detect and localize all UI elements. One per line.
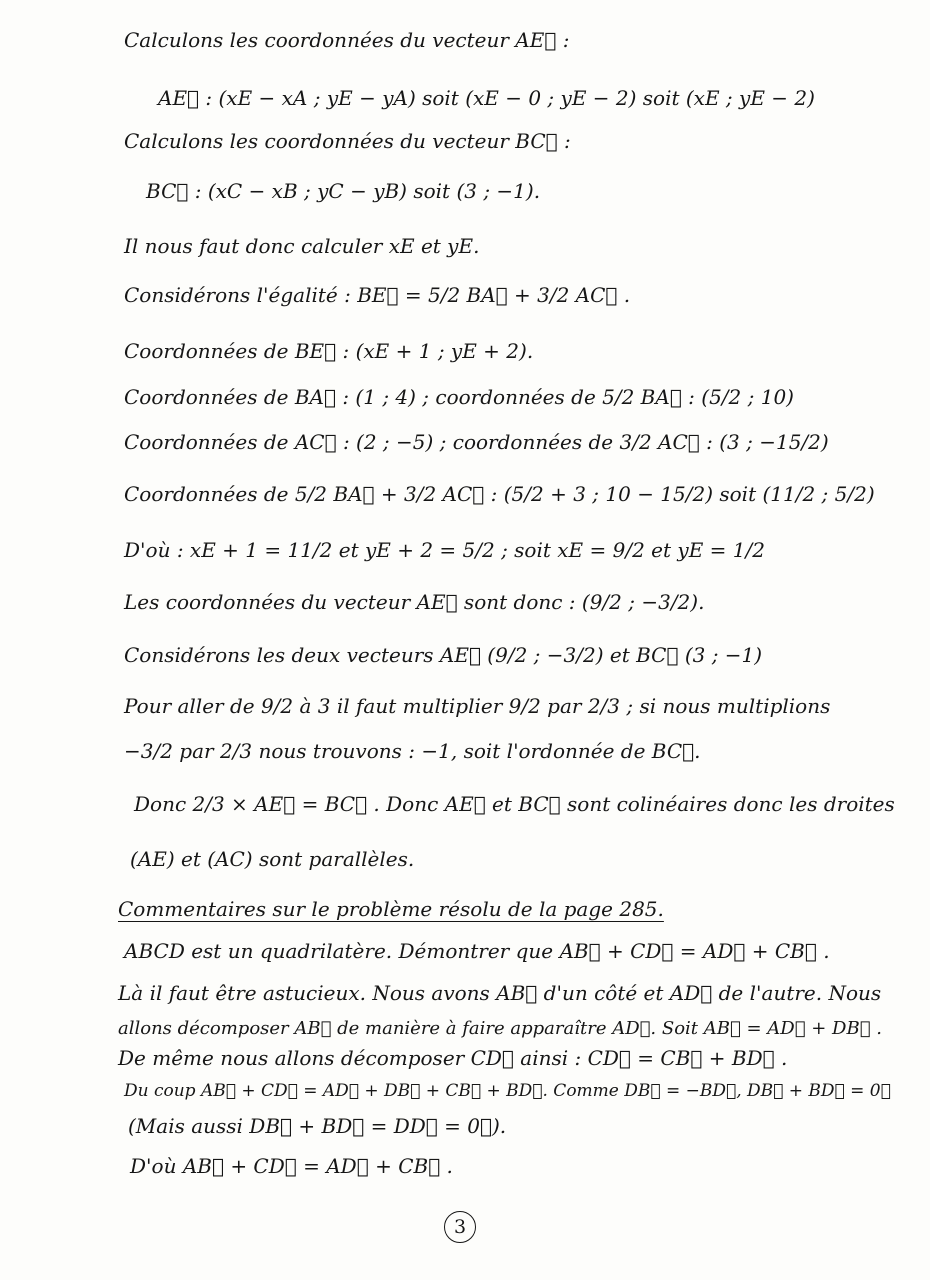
text-line: Pour aller de 9/2 à 3 il faut multiplier 9/2 par 2/3 ; si nous multiplions bbox=[124, 694, 831, 718]
text-line: AE⃗ : (xE − xA ; yE − yA) soit (xE − 0 ; yE − 2) soit (xE ; yE − 2) bbox=[158, 86, 815, 110]
page-number: 3 bbox=[444, 1211, 476, 1243]
text-line: Calculons les coordonnées du vecteur BC⃗ : bbox=[124, 129, 571, 153]
text-line: BC⃗ : (xC − xB ; yC − yB) soit (3 ; −1). bbox=[146, 179, 541, 203]
text-line: De même nous allons décomposer CD⃗ ainsi : CD⃗ = CB⃗ + BD⃗ . bbox=[118, 1046, 788, 1070]
text-line: Calculons les coordonnées du vecteur AE⃗ : bbox=[124, 28, 570, 52]
text-line: ABCD est un quadrilatère. Démontrer que AB⃗ + CD⃗ = AD⃗ + CB⃗ . bbox=[124, 939, 830, 963]
text-line: Coordonnées de AC⃗ : (2 ; −5) ; coordonnées de 3/2 AC⃗ : (3 ; −15/2) bbox=[124, 430, 829, 454]
text-line: Là il faut être astucieux. Nous avons AB⃗ d'un côté et AD⃗ de l'autre. Nous bbox=[118, 981, 882, 1005]
text-line: Les coordonnées du vecteur AE⃗ sont donc : (9/2 ; −3/2). bbox=[124, 590, 705, 614]
text-line: Coordonnées de BE⃗ : (xE + 1 ; yE + 2). bbox=[124, 339, 534, 363]
text-line: Du coup AB⃗ + CD⃗ = AD⃗ + DB⃗ + CB⃗ + BD⃗. Comme DB⃗ = −BD⃗, DB⃗ + BD⃗ = 0⃗ bbox=[124, 1081, 891, 1101]
section-title: Commentaires sur le problème résolu de la page 285. bbox=[118, 897, 664, 921]
text-line: Donc 2/3 × AE⃗ = BC⃗ . Donc AE⃗ et BC⃗ sont colinéaires donc les droites bbox=[134, 792, 895, 816]
text-line: Coordonnées de BA⃗ : (1 ; 4) ; coordonnées de 5/2 BA⃗ : (5/2 ; 10) bbox=[124, 385, 794, 409]
text-line: allons décomposer AB⃗ de manière à faire apparaître AD⃗. Soit AB⃗ = AD⃗ + DB⃗ . bbox=[118, 1018, 882, 1039]
text-line: D'où AB⃗ + CD⃗ = AD⃗ + CB⃗ . bbox=[130, 1154, 453, 1178]
text-line: (AE) et (AC) sont parallèles. bbox=[130, 847, 415, 871]
text-line: Coordonnées de 5/2 BA⃗ + 3/2 AC⃗ : (5/2 + 3 ; 10 − 15/2) soit (11/2 ; 5/2) bbox=[124, 482, 875, 506]
text-line: (Mais aussi DB⃗ + BD⃗ = DD⃗ = 0⃗). bbox=[128, 1114, 507, 1138]
text-line: D'où : xE + 1 = 11/2 et yE + 2 = 5/2 ; soit xE = 9/2 et yE = 1/2 bbox=[124, 538, 765, 562]
text-line: Considérons l'égalité : BE⃗ = 5/2 BA⃗ + 3/2 AC⃗ . bbox=[124, 283, 631, 307]
text-line: −3/2 par 2/3 nous trouvons : −1, soit l'ordonnée de BC⃗. bbox=[124, 739, 701, 763]
text-line: Il nous faut donc calculer xE et yE. bbox=[124, 234, 480, 258]
text-line: Considérons les deux vecteurs AE⃗ (9/2 ; −3/2) et BC⃗ (3 ; −1) bbox=[124, 643, 763, 667]
